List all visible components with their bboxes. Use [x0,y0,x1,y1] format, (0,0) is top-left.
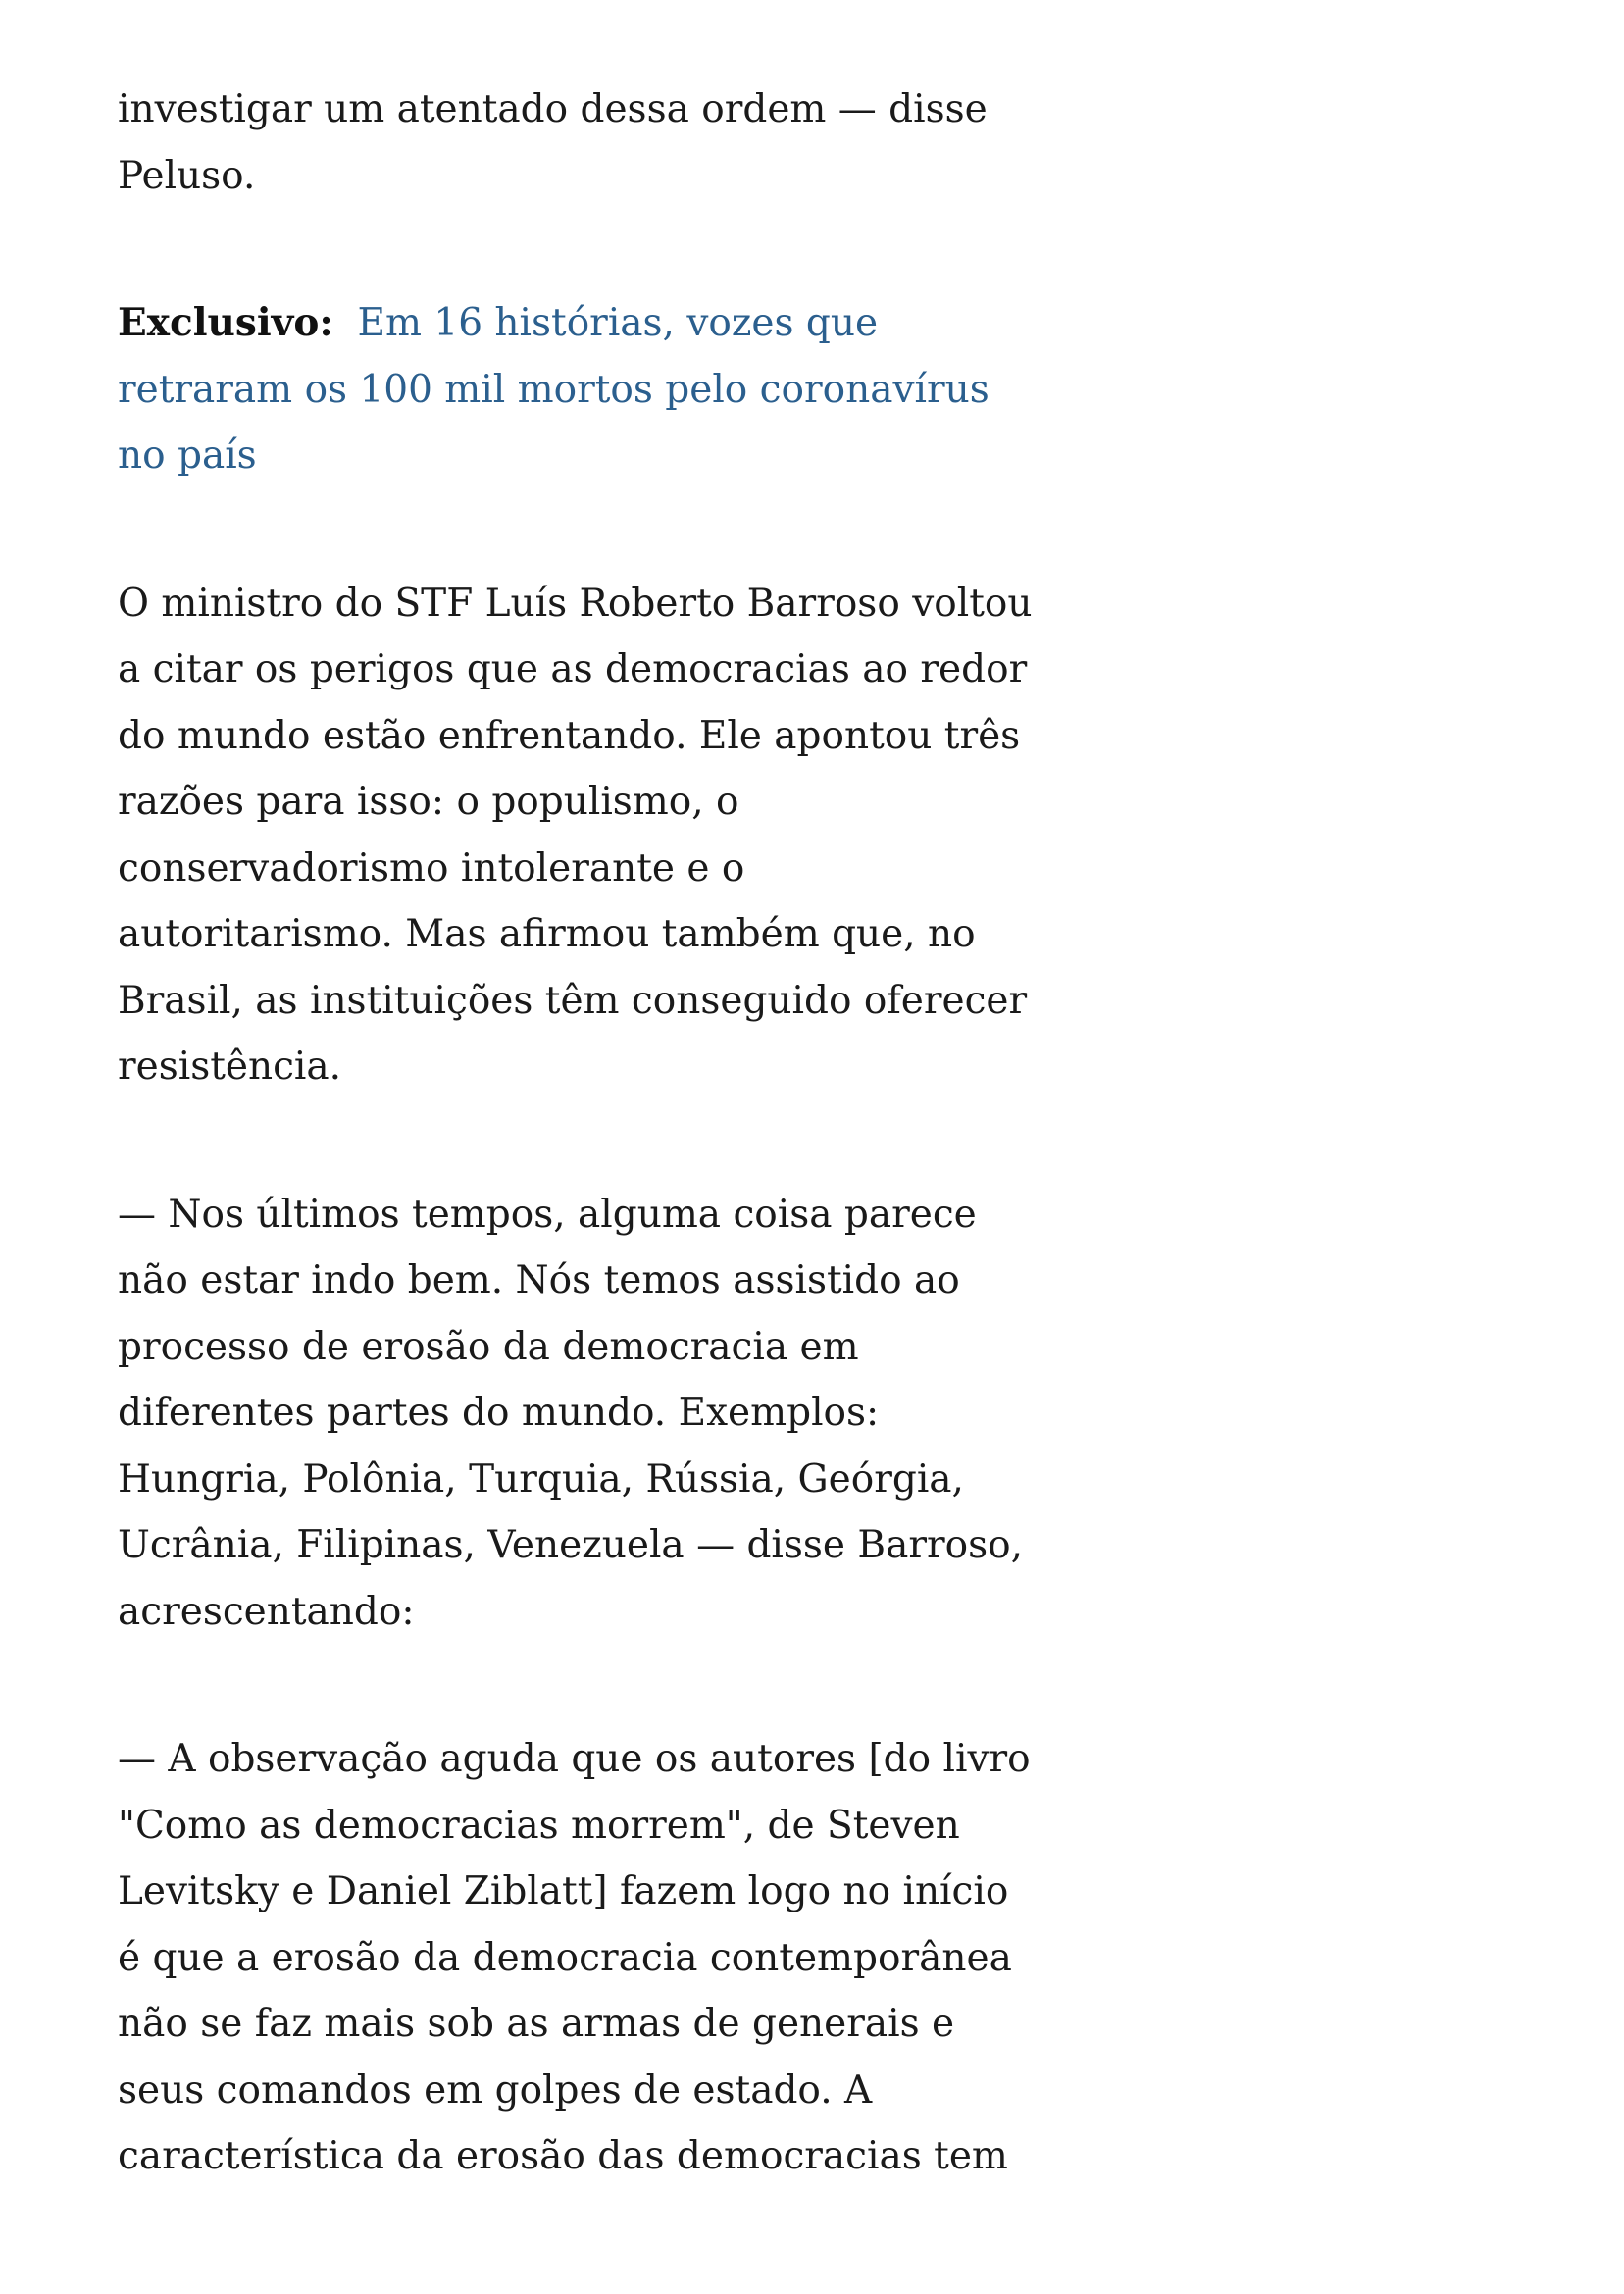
text-line: a citar os perigos que as democracias ao redor [118,647,1028,691]
text-line [118,290,1000,357]
text-line: do mundo estão enfrentando. Ele apontou três [118,713,1021,758]
text-line: é que a erosão da democracia contemporânea [118,1935,1012,1980]
text-line: autoritarismo. Mas afirmou também que, no [118,912,976,956]
article-body [118,76,1033,2190]
text-line: Brasil, as instituições têm conseguido oferecer [118,978,1028,1023]
text-line: razões para isso: o populismo, o [118,780,739,824]
text-line: — Nos últimos tempos, alguma coisa parece [118,1192,977,1237]
text-line: Hungria, Polônia, Turquia, Rússia, Geórgia, [118,1456,964,1502]
text-line: característica da erosão das democracias tem [118,2134,1008,2178]
text-line: seus comandos em golpes de estado. A [118,2067,873,2113]
text-line: O ministro do STF Luís Roberto Barroso voltou [118,581,1033,626]
exclusive-story-link[interactable]: Em 16 histórias, vozes que [357,301,879,345]
text-line: investigar um atentado dessa ordem — disse [118,87,988,131]
text-line: Ucrânia, Filipinas, Venezuela — disse Barroso, [118,1523,1023,1567]
text-line: não se faz mais sob as armas de generais e [118,2002,955,2046]
text-line: Levitsky e Daniel Ziblatt] fazem logo no início [118,1869,1009,1913]
text-line: Peluso. [118,153,256,198]
text-line: processo de erosão da democracia em [118,1324,859,1369]
text-line: "Como as democracias morrem", de Steven [118,1803,960,1848]
paragraph-barroso-intro [118,571,1033,1100]
exclusive-label: Exclusivo: [118,300,333,345]
text-line: diferentes partes do mundo. Exemplos: [118,1391,880,1435]
text-line: não estar indo bem. Nós temos assistido ao [118,1258,960,1302]
text-line: — A observação aguda que os autores [do livro [118,1737,1031,1781]
paragraph-barroso-quote-1 [118,1182,1023,1646]
paragraph-peluso-quote [118,76,1000,209]
text-line: acrescentando: [118,1589,415,1634]
text-line: resistência. [118,1045,342,1089]
text-line: conservadorismo intolerante e o [118,845,745,891]
exclusive-story-link[interactable]: retraram os 100 mil mortos pelo coronavírus [118,367,990,412]
exclusive-story-link[interactable]: no país [118,433,257,478]
paragraph-barroso-quote-2 [118,1726,1031,2190]
paragraph-exclusive-link [118,290,1000,489]
